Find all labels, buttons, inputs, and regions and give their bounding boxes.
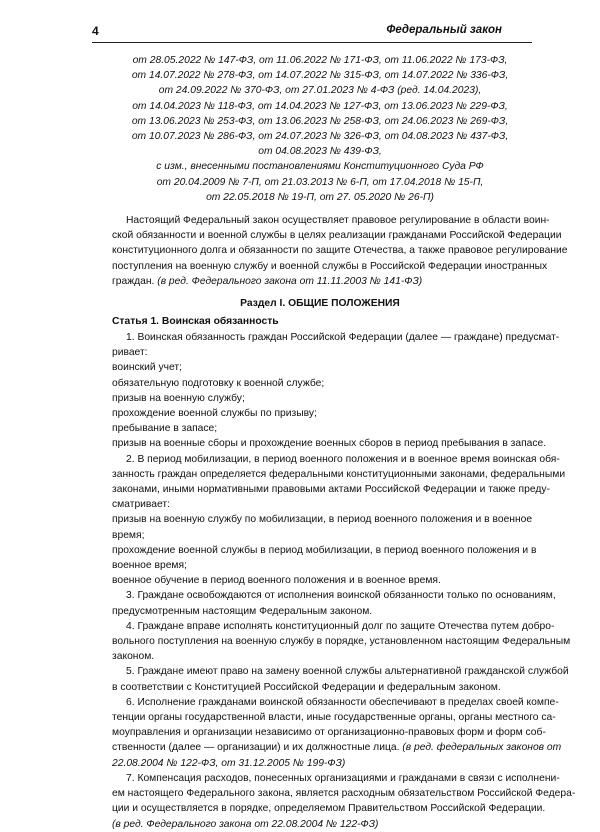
body-line	[112, 543, 537, 558]
body-line-text: ции и осуществляется в порядке, определяемом Правительством Российской Федерации.	[112, 803, 546, 815]
body-line-text: ривает:	[112, 347, 148, 359]
intro-line: Настоящий Федеральный закон осуществляет правовое регулирование в области воин-	[126, 215, 550, 226]
intro-line: поступления на военную службу и военной службы в Российской Федерации иностранных	[112, 260, 548, 272]
body-line	[112, 604, 528, 619]
body-line-text: 2. В период мобилизации, в период военного положения и в военное время воинская обя-	[126, 453, 560, 465]
intro-line: граждан.	[112, 275, 155, 287]
amendment-line: от 14.04.2023 № 118-ФЗ, от 14.04.2023 № 127-ФЗ, от 13.06.2023 № 229-ФЗ,	[132, 100, 508, 112]
body-line	[112, 680, 528, 695]
amendment-note: (в ред. Федерального закона от 22.08.2004 № 122-ФЗ)	[112, 818, 379, 830]
body-line	[112, 345, 528, 360]
body-line-text: обязательную подготовку к военной службе;	[112, 377, 325, 389]
body-line	[112, 558, 528, 573]
body-line	[112, 467, 566, 482]
body-line-text: 5. Граждане имеют право на замену военной службы альтернативной гражданской службой	[126, 666, 569, 678]
body-line-text: 7. Компенсация расходов, понесенных организациями и гражданами в связи с исполнени-	[126, 772, 560, 784]
body-line	[112, 649, 528, 664]
amendment-line: от 14.07.2022 № 278-ФЗ, от 14.07.2022 № 315-ФЗ, от 14.07.2022 № 336-ФЗ,	[131, 70, 509, 82]
body-line-text: 1. Воинская обязанность граждан Российской Федерации (далее — граждане) предусмат-	[126, 332, 560, 343]
body-line	[112, 817, 528, 832]
intro-line: конституционного долга и обязанности по защите Отечества, а также правовое регулирование	[112, 245, 568, 257]
body-line	[112, 528, 528, 543]
body-line-text: призыв на военную службу;	[112, 392, 245, 404]
body-line	[112, 452, 560, 467]
running-title: Федеральный закон	[386, 24, 502, 36]
body-line	[112, 330, 560, 345]
body-line	[112, 360, 528, 375]
page-number: 4	[92, 24, 99, 38]
body-line	[112, 771, 560, 786]
body-line	[112, 391, 528, 406]
body-line	[112, 588, 556, 603]
body-line	[112, 634, 571, 649]
intro-paragraph	[112, 213, 568, 289]
body-line	[112, 664, 569, 679]
body-line-text: ственности (далее — организации) и их должностные лица.	[112, 742, 400, 754]
amendment-line: от 28.05.2022 № 147-ФЗ, от 11.06.2022 № 171-ФЗ, от 11.06.2022 № 173-ФЗ,	[132, 55, 508, 66]
amendment-line: от 04.08.2023 № 439-ФЗ,	[258, 146, 382, 158]
amendment-note: (в ред. федеральных законов от	[402, 742, 562, 754]
body-line-text: моуправления и организации независимо от организационно-правовых форм и форм соб-	[112, 727, 546, 739]
intro-line: ской обязанности и военной службы в целях реализации гражданами Российской Федерации	[112, 230, 562, 242]
body-line	[112, 740, 562, 755]
body-line-text: ем настоящего Федерального закона, является расходным обязательством Российской Федера-	[112, 788, 576, 800]
body-line-text: военное обучение в период военного положения и в военное время.	[112, 575, 441, 587]
body-line	[112, 512, 533, 527]
body-line-text: время;	[112, 529, 145, 541]
body-line-text: прохождение военной службы по призыву;	[112, 408, 317, 420]
body-line-text: призыв на военную службу по мобилизации, в период военного положения и в военное	[112, 514, 533, 526]
amendment-line: от 13.06.2023 № 253-ФЗ, от 13.06.2023 № 258-ФЗ, от 24.06.2023 № 269-ФЗ,	[131, 115, 509, 127]
body-line-text: сматривает:	[112, 499, 170, 511]
body-line	[112, 801, 546, 816]
body-line-text: тенции органы государственной власти, иные государственные органы, органы местного са-	[112, 712, 556, 724]
body-line	[112, 619, 555, 634]
article-title: Статья 1. Воинская обязанность	[112, 316, 279, 327]
body-line	[112, 695, 559, 710]
body-line-text: предусмотренным настоящим Федеральным законом.	[112, 605, 373, 617]
body-line-text: пребывание в запасе;	[112, 423, 218, 435]
amendments-list	[112, 53, 528, 205]
amendment-line: с изм., внесенными постановлениями Конституционного Суда РФ	[156, 161, 484, 173]
body-line	[112, 573, 528, 588]
body-line-text: призыв на военные сборы и прохождение военных сборов в период пребывания в запасе.	[112, 438, 547, 450]
body-line	[112, 436, 547, 451]
body-line	[112, 482, 550, 497]
body-line-text: военное время;	[112, 560, 187, 572]
page-header	[92, 24, 532, 43]
body-line-text: законом.	[112, 651, 155, 663]
amendment-line: от 22.05.2018 № 19-П, от 27. 05.2020 № 26-П)	[206, 191, 434, 203]
body-line-text: в соответствии с Конституцией Российской Федерации и федеральным законом.	[112, 681, 501, 693]
amendment-line: от 10.07.2023 № 286-ФЗ, от 24.07.2023 № 326-ФЗ, от 04.08.2023 № 437-ФЗ,	[131, 131, 509, 143]
body-line	[112, 725, 546, 740]
body-line	[112, 756, 528, 771]
amendment-line: от 20.04.2009 № 7-П, от 21.03.2013 № 6-П, от 17.04.2018 № 15-П,	[156, 176, 484, 188]
body-line	[112, 710, 556, 725]
body-line-text: 3. Граждане освобождаются от исполнения воинской обязанности только по основаниям,	[126, 590, 556, 602]
body-line-text: законами, иными нормативными правовыми актами Российской Федерации и также преду-	[112, 484, 550, 496]
body-line	[112, 786, 576, 801]
body-line	[112, 497, 528, 512]
body-line	[112, 406, 528, 421]
body-line-text: прохождение военной службы в период мобилизации, в период военного положения и в	[112, 544, 537, 556]
body-line-text: воинский учет;	[112, 362, 183, 374]
amendment-note: 22.08.2004 № 122-ФЗ, от 31.12.2005 № 199-ФЗ)	[112, 757, 346, 769]
body-line-text: 4. Граждане вправе исполнять конституционный долг по защите Отечества путем добро-	[126, 620, 555, 632]
body-line-text: занность граждан определяется федеральными конституционными законами, федеральными	[112, 468, 566, 480]
intro-note: (в ред. Федерального закона от 11.11.2003 № 141-ФЗ)	[157, 275, 423, 287]
amendment-line: от 24.09.2022 № 370-ФЗ, от 27.01.2023 № 4-ФЗ (ред. 14.04.2023),	[158, 85, 482, 97]
section-title: Раздел I. ОБЩИЕ ПОЛОЖЕНИЯ	[240, 298, 400, 309]
body-line-text: 6. Исполнение гражданами воинской обязанности обеспечивают в пределах своей компе-	[126, 696, 559, 708]
body-line-text: вольного поступления на военную службу в порядке, установленном настоящим Федеральным	[112, 636, 571, 648]
body-line	[112, 376, 528, 391]
body-line	[112, 421, 528, 436]
article-body	[112, 330, 576, 832]
